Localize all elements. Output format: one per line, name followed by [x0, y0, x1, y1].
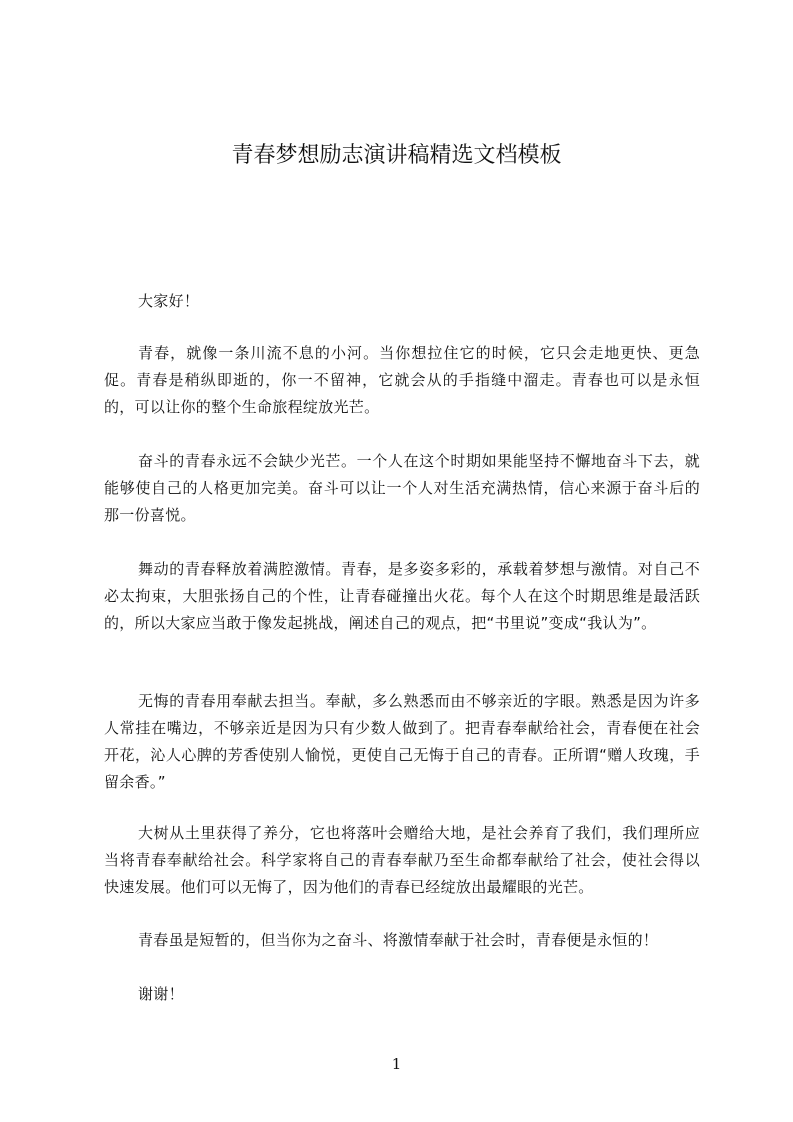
paragraph-thanks: 谢谢！	[138, 985, 184, 1003]
paragraph-eternal-youth: 青春虽是短暂的，但当你为之奋斗、将激情奉献于社会时，青春便是永恒的！	[138, 931, 659, 949]
document-title: 青春梦想励志演讲稿精选文档模板	[231, 143, 562, 168]
paragraph-dedication: 无悔的青春用奉献去担当。奉献，多么熟悉而由不够亲近的字眼。熟悉是因为许多人常挂在嘴边，不够亲近是因为只有少数人做到了。把青春奉献给社会，青春便在社会开花，沁人心脾的芳香使别人愉悦，更使自己无悔于自己的青春。正所谓“赠人玫瑰，手留余香。”	[104, 692, 700, 791]
paragraph-struggle: 奋斗的青春永远不会缺少光芒。一个人在这个时期如果能坚持不懈地奋斗下去，就能够使自己的人格更加完美。奋斗可以让一个人对生活充满热情，信心来源于奋斗后的那一份喜悦。	[104, 452, 700, 524]
paragraph-greeting: 大家好！	[138, 292, 200, 310]
paragraph-tree-society: 大树从土里获得了养分，它也将落叶会赠给大地，是社会养育了我们，我们理所应当将青春奉献给社会。科学家将自己的青春奉献乃至生命都奉献给了社会，使社会得以快速发展。他们可以无悔了，因为他们的青春已经绽放出最耀眼的光芒。	[104, 824, 700, 896]
paragraph-youth-river: 青春，就像一条川流不息的小河。当你想拉住它的时候，它只会走地更快、更急促。青春是稍纵即逝的，你一不留神，它就会从的手指缝中溜走。青春也可以是永恒的，可以让你的整个生命旅程绽放光芒。	[104, 344, 700, 416]
paragraph-passion: 舞动的青春释放着满腔激情。青春，是多姿多彩的，承载着梦想与激情。对自己不必太拘束，大胆张扬自己的个性，让青春碰撞出火花。每个人在这个时期思维是最活跃的，所以大家应当敢于像发起挑战，阐述自己的观点，把“书里说”变成“我认为”。	[104, 560, 700, 632]
page-number: 1	[391, 1055, 402, 1073]
